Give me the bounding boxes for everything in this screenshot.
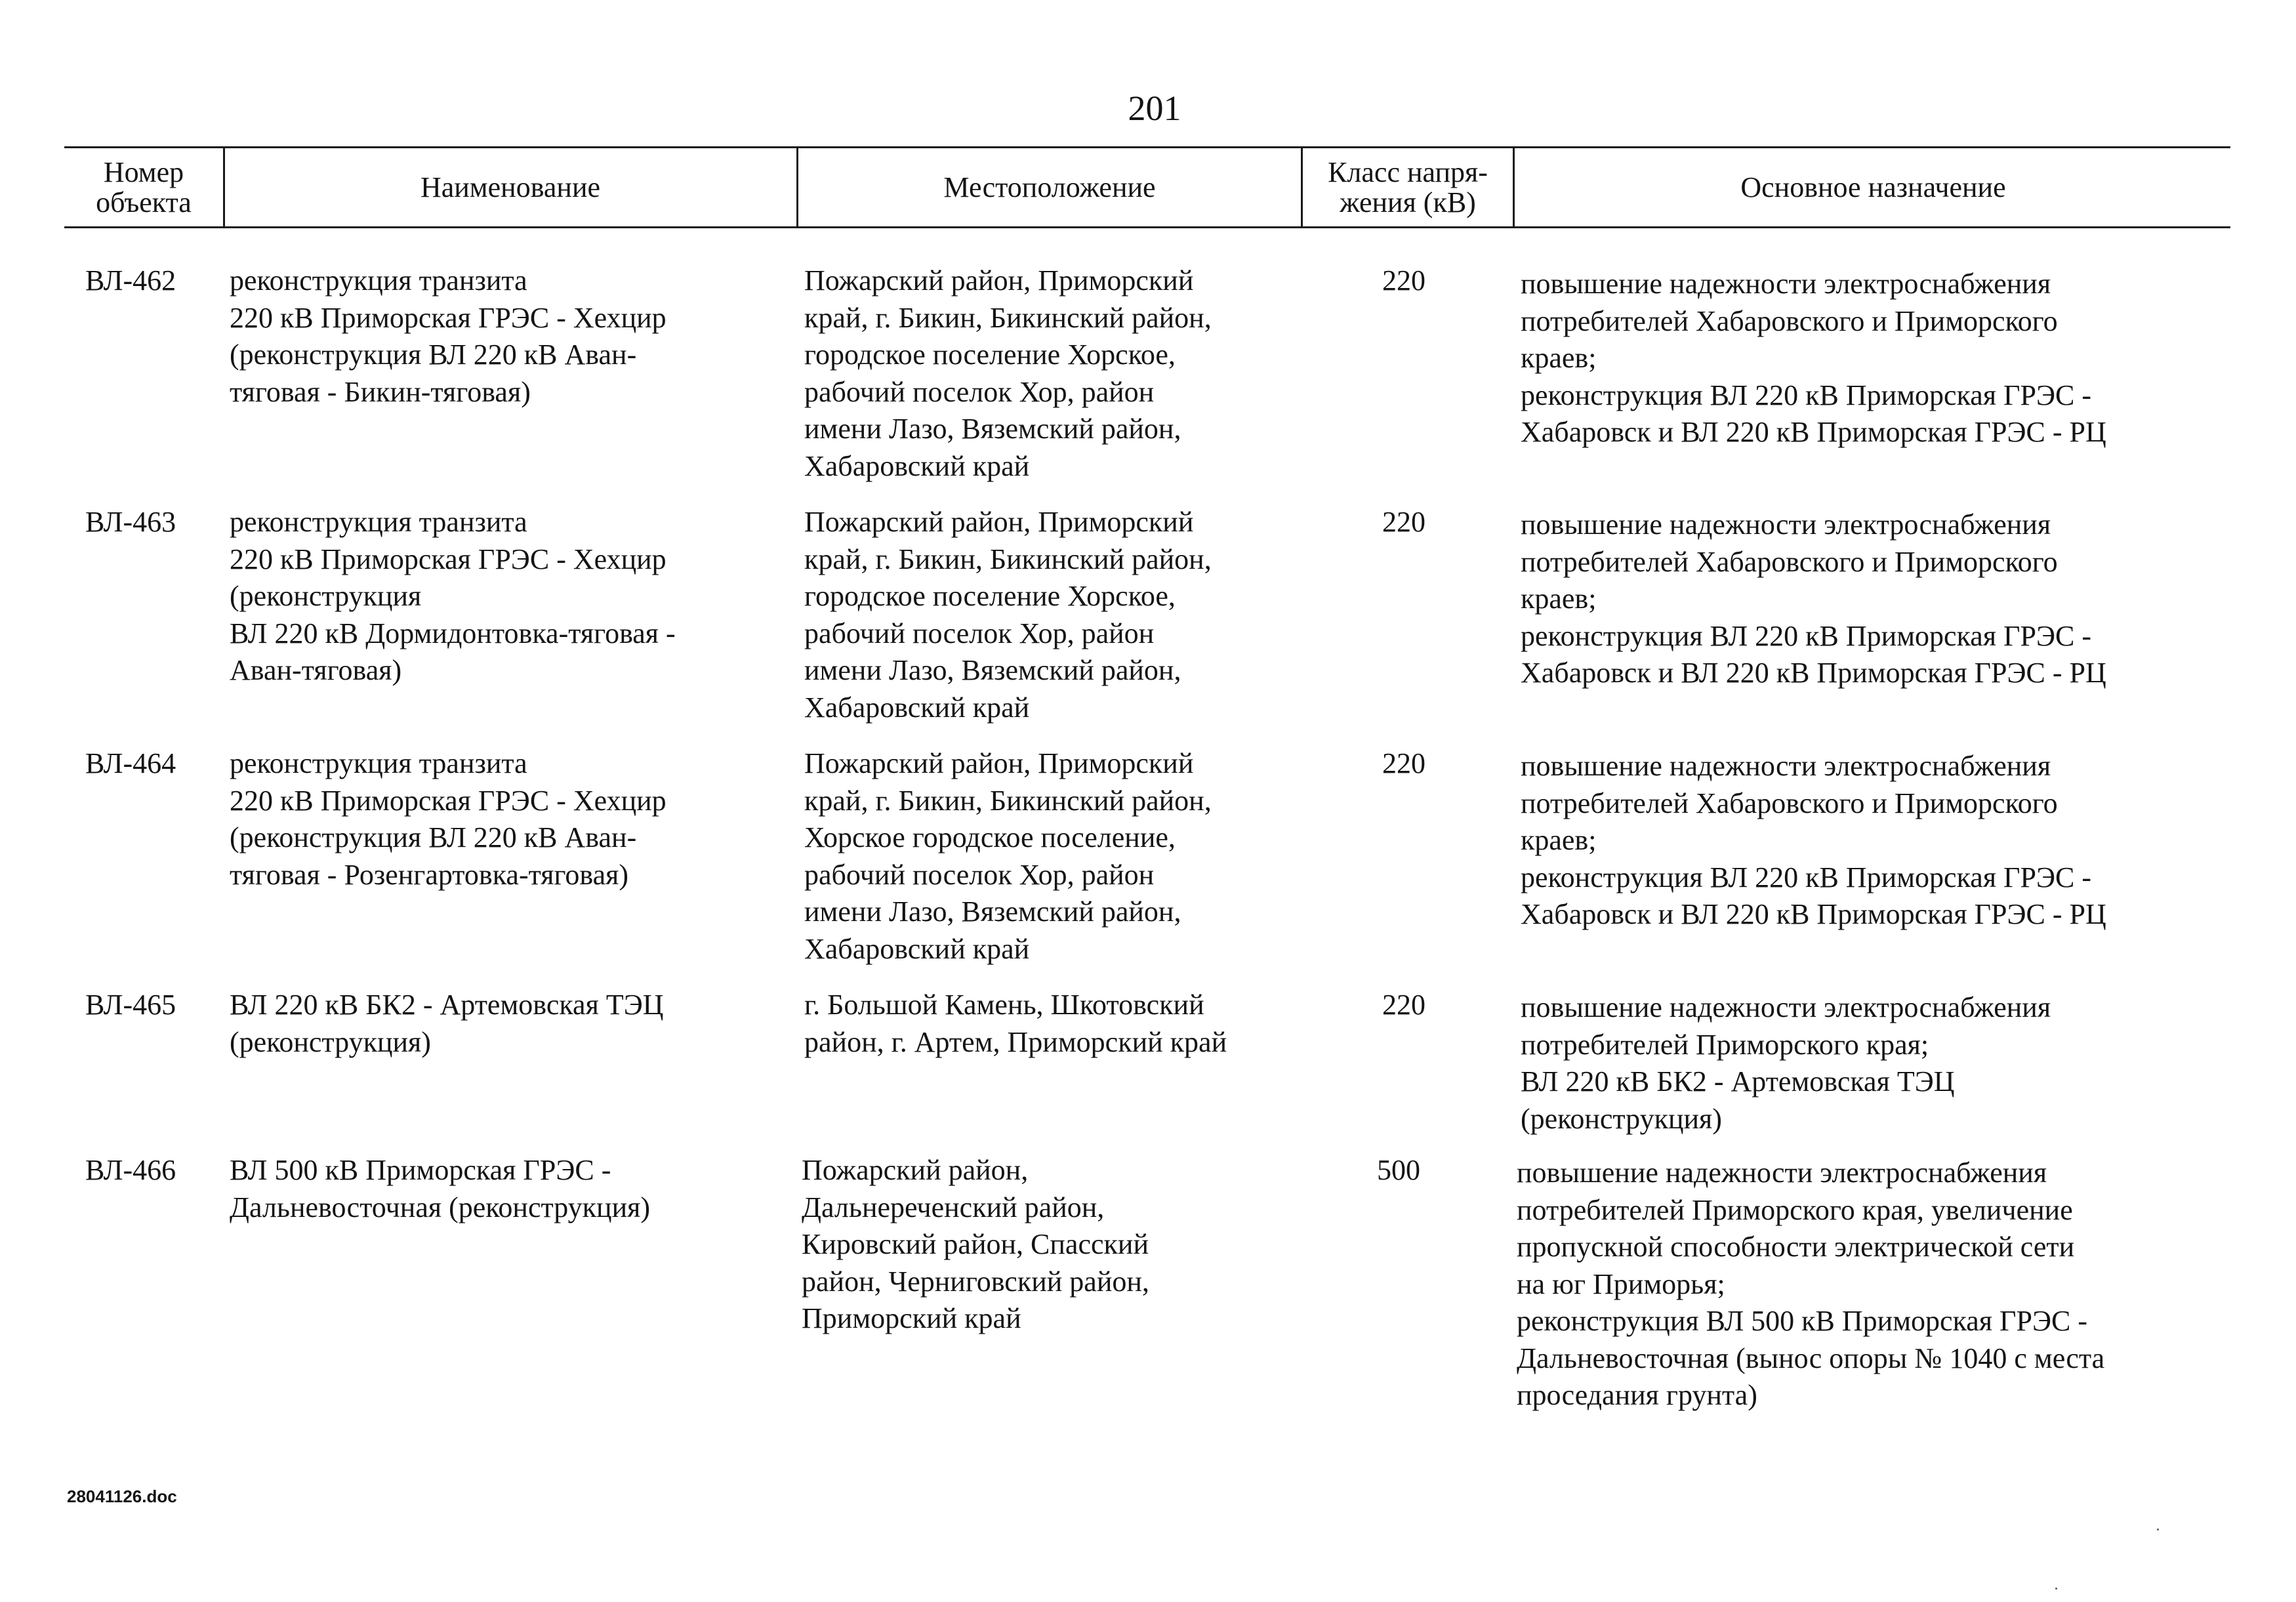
row-purpose: повышение надежности электроснабжения потребителей Хабаровского и Приморского краев; реконструкция ВЛ 220 кВ Приморская ГРЭС - Хабаровск и ВЛ 220 кВ Приморская ГРЭС - РЦ [1521, 750, 2106, 930]
scan-speck [2055, 1588, 2057, 1590]
column-divider-3 [1301, 146, 1303, 228]
row-number: ВЛ-464 [85, 747, 176, 779]
row-number: ВЛ-462 [85, 264, 176, 297]
row-location: Пожарский район, Приморский край, г. Бикин, Бикинский район, городское поселение Хорское, рабочий поселок Хор, район имени Лазо, Вяземский район, Хабаровский край [804, 506, 1212, 724]
column-header-name [226, 150, 794, 226]
page-number: 201 [1128, 89, 1181, 128]
column-header-voltage-label: Класс напря- жения (кВ) [1328, 156, 1488, 218]
column-header-name-label: Наименование [420, 171, 601, 203]
document-filename: 28041126.doc [67, 1487, 177, 1506]
column-header-location-label: Местоположение [943, 171, 1156, 203]
column-header-number [66, 150, 222, 226]
column-divider-2 [796, 146, 798, 228]
row-number: ВЛ-463 [85, 506, 176, 538]
row-purpose: повышение надежности электроснабжения потребителей Хабаровского и Приморского краев; реконструкция ВЛ 220 кВ Приморская ГРЭС - Хабаровск и ВЛ 220 кВ Приморская ГРЭС - РЦ [1521, 268, 2106, 448]
row-location: Пожарский район, Приморский край, г. Бикин, Бикинский район, городское поселение Хорское, рабочий поселок Хор, район имени Лазо, Вяземский район, Хабаровский край [804, 264, 1212, 482]
row-name: ВЛ 220 кВ БК2 - Артемовская ТЭЦ (реконструкция) [230, 989, 664, 1058]
column-header-number-label: Номер объекта [96, 156, 192, 218]
column-header-purpose-label: Основное назначение [1740, 171, 2006, 203]
table-header-top-rule [64, 146, 2230, 148]
row-purpose: повышение надежности электроснабжения потребителей Хабаровского и Приморского краев; реконструкция ВЛ 220 кВ Приморская ГРЭС - Хабаровск и ВЛ 220 кВ Приморская ГРЭС - РЦ [1521, 508, 2106, 689]
row-location: г. Большой Камень, Шкотовский район, г. Артем, Приморский край [804, 989, 1227, 1058]
row-number: ВЛ-466 [85, 1154, 176, 1186]
row-voltage: 220 [1382, 264, 1425, 297]
row-name: реконструкция транзита 220 кВ Приморская ГРЭС - Хехцир (реконструкция ВЛ 220 кВ Аван- тяговая - Розенгартовка-тяговая) [230, 747, 666, 891]
row-name: реконструкция транзита 220 кВ Приморская ГРЭС - Хехцир (реконструкция ВЛ 220 кВ Дормидонтовка-тяговая - Аван-тяговая) [230, 506, 676, 686]
row-name: реконструкция транзита 220 кВ Приморская ГРЭС - Хехцир (реконструкция ВЛ 220 кВ Аван- тяговая - Бикин-тяговая) [230, 264, 666, 408]
row-voltage: 500 [1377, 1154, 1420, 1186]
row-location: Пожарский район, Дальнереченский район, Кировский район, Спасский район, Черниговский район, Приморский край [802, 1154, 1149, 1334]
column-header-location [800, 150, 1300, 226]
row-purpose: повышение надежности электроснабжения потребителей Приморского края, увеличение пропускной способности электрической сети на юг Приморья; реконструкция ВЛ 500 кВ Приморская ГРЭС - Дальневосточная (вынос опоры № 1040 с места проседания грунта) [1517, 1157, 2105, 1411]
scan-speck [2157, 1529, 2159, 1530]
row-name: ВЛ 500 кВ Приморская ГРЭС - Дальневосточная (реконструкция) [230, 1154, 651, 1223]
row-voltage: 220 [1382, 506, 1425, 538]
column-divider-1 [223, 146, 225, 228]
column-header-purpose [1516, 150, 2230, 226]
row-purpose: повышение надежности электроснабжения потребителей Приморского края; ВЛ 220 кВ БК2 - Артемовская ТЭЦ (реконструкция) [1521, 991, 2051, 1135]
row-number: ВЛ-465 [85, 989, 176, 1021]
table-header-bottom-rule [64, 226, 2230, 228]
row-voltage: 220 [1382, 989, 1425, 1021]
column-header-voltage [1304, 150, 1511, 226]
row-voltage: 220 [1382, 747, 1425, 779]
column-divider-4 [1513, 146, 1515, 228]
row-location: Пожарский район, Приморский край, г. Бикин, Бикинский район, Хорское городское поселение, рабочий поселок Хор, район имени Лазо, Вяземский район, Хабаровский край [804, 747, 1212, 965]
